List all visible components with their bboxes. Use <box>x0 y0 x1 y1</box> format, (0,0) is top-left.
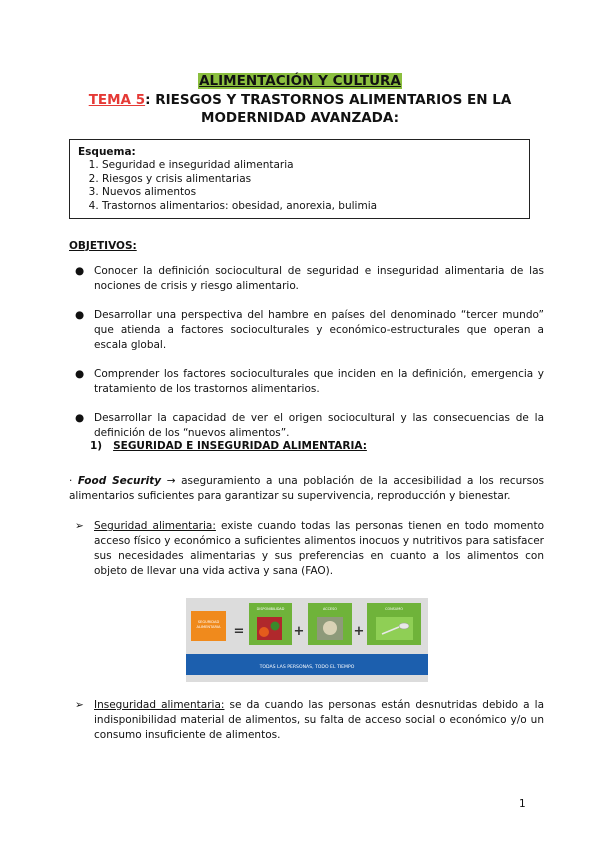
outline-list <box>78 159 521 213</box>
topic-title <box>60 91 540 127</box>
seguridad-box-label: SEGURIDAD <box>197 620 220 624</box>
page-number: 1 <box>519 798 526 810</box>
inseguridad-term: Inseguridad alimentaria: <box>94 699 225 711</box>
arrow-bullet-icon: ➢ <box>75 520 84 532</box>
bullet-icon: ● <box>75 412 85 424</box>
course-title: ALIMENTACIÓN Y CULTURA <box>199 73 401 89</box>
section-heading <box>90 440 367 452</box>
plus-sign: + <box>353 624 365 639</box>
outline-item: 3. Nuevos alimentos <box>102 186 521 200</box>
banner-text: TODAS LAS PERSONAS, TODO EL TIEMPO <box>259 665 355 670</box>
arrow-bullet-icon: ➢ <box>75 699 84 711</box>
consumo-label: CONSUMO <box>385 607 403 611</box>
food-security-term: Food Security <box>77 475 162 487</box>
objective-item: ● Comprender los factores socioculturales que inciden en la definición, emergencia y tratamiento de los trastornos alimentarios. <box>75 368 544 395</box>
objectives-heading: OBJETIVOS: <box>69 240 137 252</box>
outline-item: 2. Riesgos y crisis alimentarias <box>102 173 521 187</box>
bullet-icon: ● <box>75 265 85 277</box>
arrow-icon: → <box>166 475 176 487</box>
seguridad-term: Seguridad alimentaria: <box>94 520 216 532</box>
equals-sign: = <box>233 624 245 639</box>
plus-sign: + <box>293 624 305 639</box>
objective-item: ● Desarrollar una perspectiva del hambre en países del denominado “tercer mundo” que atienda a factores socioculturales y económico-estructurales que operan a escala global. <box>75 309 544 351</box>
outline-box <box>69 139 530 219</box>
outline-item: 4. Trastornos alimentarios: obesidad, anorexia, bulimia <box>102 200 521 214</box>
food-security-definition: · Food Security → aseguramiento a una población de la accesibilidad a los recursos alimentarios suficientes para garantizar su supervivencia, reproducción y bienestar. <box>69 475 544 502</box>
bullet-icon: ● <box>75 368 85 380</box>
section-number: 1) <box>90 440 103 452</box>
outline-heading: Esquema: <box>78 146 136 158</box>
seguridad-box-label-2: ALIMENTARIA <box>196 625 221 629</box>
food-security-diagram <box>186 598 428 682</box>
topic-number: TEMA 5 <box>88 92 146 108</box>
outline-item: 1. Seguridad e inseguridad alimentaria <box>102 159 521 173</box>
acceso-label: ACCESO <box>323 607 337 611</box>
inseguridad-definition: ➢ Inseguridad alimentaria: se da cuando las personas están desnutridas debido a la indisponibilidad material de alimentos, su falta de acceso social o económico y/o un consumo insuficiente de alimentos. <box>75 699 544 741</box>
section-title: SEGURIDAD E INSEGURIDAD ALIMENTARIA: <box>113 440 367 452</box>
disponibilidad-label: DISPONIBILIDAD <box>256 607 285 611</box>
seguridad-definition: ➢ Seguridad alimentaria: existe cuando todas las personas tienen en todo momento acceso físico y económico a suficientes alimentos inocuos y nutritivos para satisfacer sus necesidades alimentarias y sus preferencias en cuanto a los alimentos con objeto de llevar una vida activa y sana (FAO). <box>75 520 544 577</box>
objectives-list <box>69 264 544 455</box>
bullet-icon: ● <box>75 309 85 321</box>
objective-item: ● Conocer la definición sociocultural de seguridad e inseguridad alimentaria de las nociones de crisis y riesgo alimentario. <box>75 265 544 292</box>
topic-name: : RIESGOS Y TRASTORNOS ALIMENTARIOS EN LA MODERNIDAD AVANZADA: <box>145 92 512 126</box>
objective-item: ● Desarrollar la capacidad de ver el origen sociocultural y las consecuencias de la definición de los “nuevos alimentos”. <box>75 412 544 439</box>
